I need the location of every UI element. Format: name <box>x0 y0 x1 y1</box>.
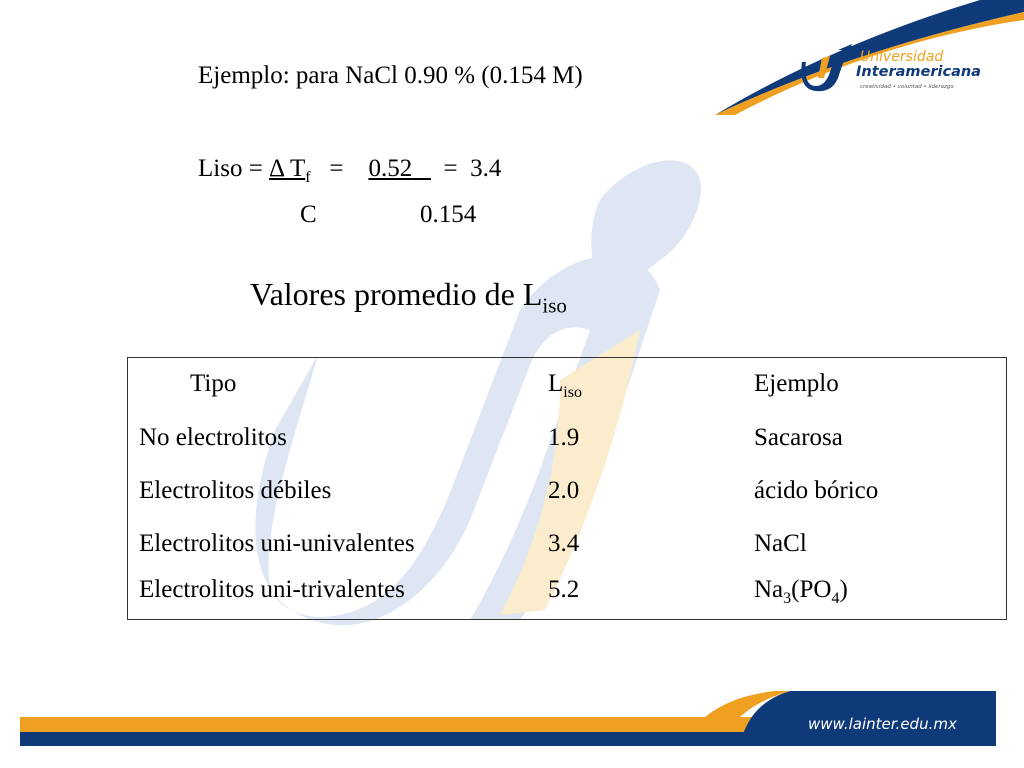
footer-url-link[interactable]: www.lainter.edu.mx <box>808 715 957 733</box>
row-4-liso: 5.2 <box>548 576 580 603</box>
logo-word-interamericana: Interamericana <box>856 64 981 80</box>
row-3-liso: 3.4 <box>548 530 580 557</box>
formula-numerator: 0.52 <box>368 155 413 182</box>
row-1-liso: 1.9 <box>548 424 580 451</box>
formula-equals-2: = <box>443 155 458 182</box>
formula-lhs: Liso = <box>198 155 263 182</box>
header-ejemplo: Ejemplo <box>754 370 839 397</box>
row-1-tipo: No electrolitos <box>139 424 287 451</box>
header-liso: $L_{iso}$ <box>548 370 582 401</box>
header-tipo: Tipo <box>190 370 237 397</box>
row-2-liso: 2.0 <box>548 477 580 504</box>
logo-mark-icon <box>800 44 856 92</box>
formula-denominator-c: C <box>300 201 317 228</box>
formula-denominator-line <box>300 201 477 229</box>
footer-orange-bar <box>20 717 760 732</box>
university-logo <box>800 44 990 104</box>
logo-word-universidad: Universidad <box>860 49 944 65</box>
logo-tagline: creatividad • voluntad • liderazgo <box>860 84 954 90</box>
formula-numerator-line <box>198 155 501 187</box>
row-2-tipo: Electrolitos débiles <box>139 477 332 504</box>
row-4-tipo: Electrolitos uni-trivalentes <box>139 576 405 603</box>
formula-result: 3.4 <box>470 155 502 182</box>
footer-blue-bar <box>20 732 760 746</box>
section-title: Valores promedio de $L_{iso}$ <box>250 276 567 318</box>
row-2-ejemplo: ácido bórico <box>754 477 879 504</box>
example-line: Ejemplo: para NaCl 0.90 % (0.154 M) <box>198 62 583 89</box>
row-3-ejemplo: NaCl <box>754 530 807 557</box>
formula-delta-tf: Δ $T_f$ <box>269 155 311 186</box>
formula-denominator-value: 0.154 <box>420 201 477 228</box>
row-1-ejemplo: Sacarosa <box>754 424 843 451</box>
formula-equals-1: = <box>329 155 344 182</box>
row-3-tipo: Electrolitos uni-univalentes <box>139 530 415 557</box>
row-4-ejemplo: $Na_3(PO_4)$ <box>754 576 848 607</box>
